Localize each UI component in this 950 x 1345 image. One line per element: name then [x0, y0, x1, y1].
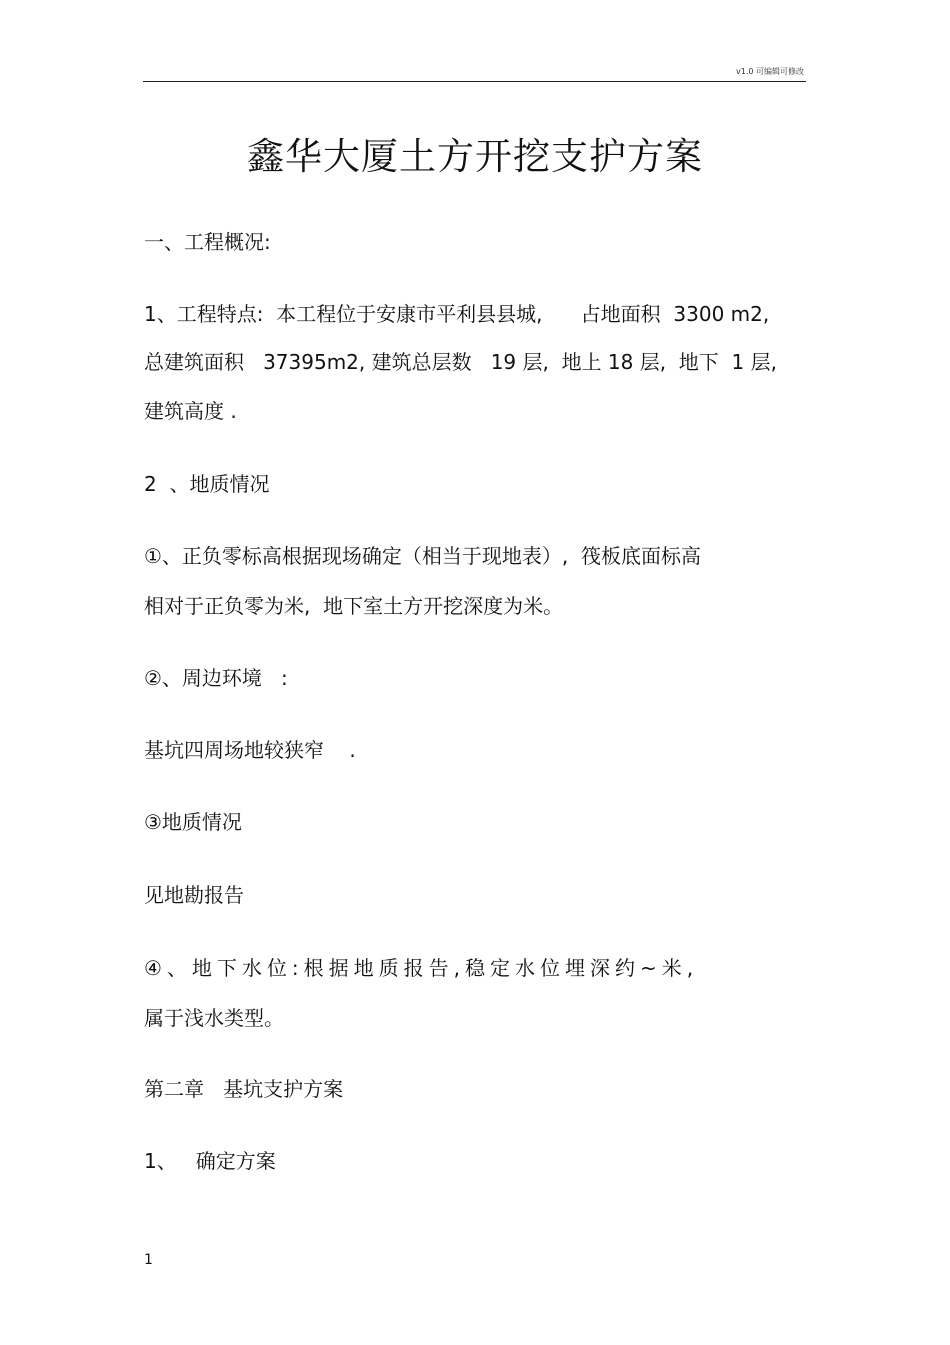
- section-heading-geology: 2 、地质情况: [144, 472, 270, 496]
- paragraph-line: 总建筑面积 37395m2, 建筑总层数 19 层, 地上 18 层, 地下 1 层,: [144, 350, 777, 374]
- section-heading-overview: 一、工程概况:: [144, 230, 271, 254]
- subheading-geology: ③地质情况: [144, 810, 242, 834]
- paragraph-line: ①、正负零标高根据现场确定（相当于现地表）, 筏板底面标高: [144, 544, 702, 568]
- document-title: 鑫华大厦土方开挖支护方案: [247, 135, 703, 178]
- paragraph-line: 建筑高度 .: [144, 399, 237, 423]
- header-version-note: v1.0 可编辑可修改: [736, 67, 804, 76]
- paragraph-line: 1、 确定方案: [144, 1149, 276, 1173]
- header-rule: [143, 81, 806, 82]
- paragraph-line: 1、工程特点: 本工程位于安康市平利县县城, 占地面积 3300 m2,: [144, 302, 770, 326]
- paragraph-line: 属于浅水类型。: [144, 1006, 284, 1030]
- paragraph-line: ④、地下水位:根据地质报告,稳定水位埋深约~米,: [144, 956, 699, 980]
- paragraph-line: 基坑四周场地较狭窄 .: [144, 738, 356, 762]
- subheading-surroundings: ②、周边环境 :: [144, 666, 288, 690]
- paragraph-line: 相对于正负零为米, 地下室土方开挖深度为米。: [144, 594, 564, 618]
- page-number: 1: [144, 1252, 153, 1268]
- chapter-heading: 第二章 基坑支护方案: [144, 1077, 344, 1101]
- paragraph-line: 见地勘报告: [144, 883, 244, 907]
